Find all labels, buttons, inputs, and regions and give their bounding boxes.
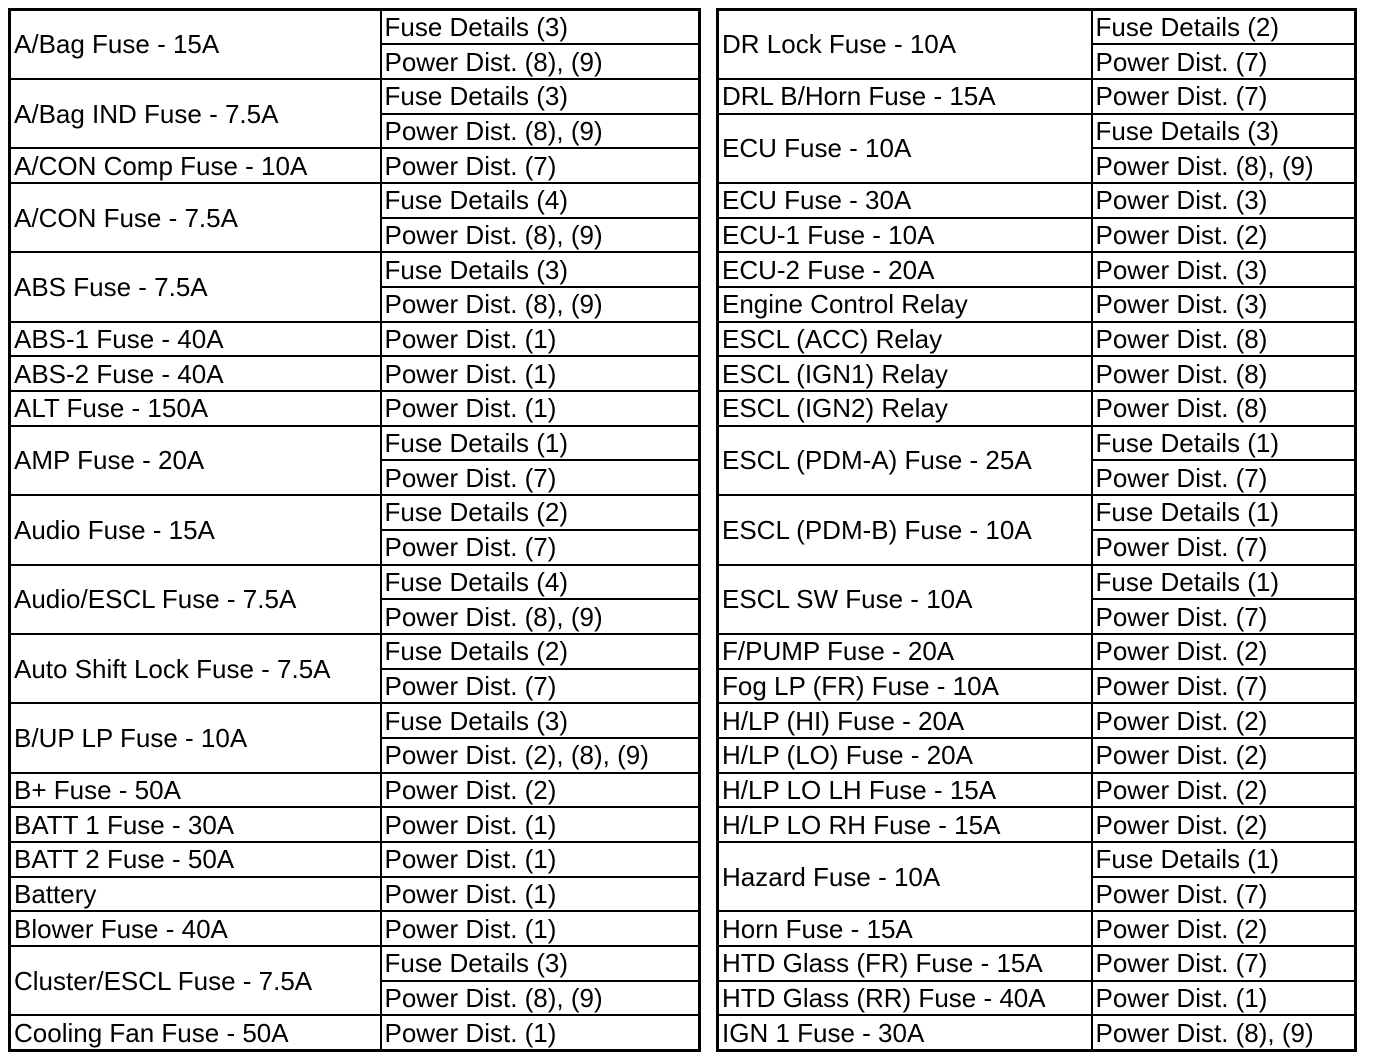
- table-row: [10, 703, 700, 738]
- reference-cell: Power Dist. (1): [381, 391, 700, 426]
- reference-cell: Power Dist. (8): [1092, 356, 1356, 391]
- reference-cell: Power Dist. (7): [1092, 460, 1356, 495]
- component-name-cell: DR Lock Fuse - 10A: [718, 10, 1092, 79]
- reference-cell: Power Dist. (8), (9): [381, 599, 700, 634]
- reference-cell: Power Dist. (7): [1092, 877, 1356, 912]
- reference-cell: Fuse Details (3): [1092, 114, 1356, 149]
- table-row: [718, 981, 1356, 1016]
- component-name-cell: IGN 1 Fuse - 30A: [718, 1015, 1092, 1050]
- reference-cell: Power Dist. (1): [381, 322, 700, 357]
- reference-cell: Power Dist. (1): [1092, 981, 1356, 1016]
- reference-cell: Fuse Details (3): [381, 946, 700, 981]
- component-name-cell: H/LP LO RH Fuse - 15A: [718, 807, 1092, 842]
- reference-cell: Power Dist. (7): [381, 530, 700, 565]
- component-name-cell: Cooling Fan Fuse - 50A: [10, 1015, 381, 1050]
- fuse-index-table-right-body: [718, 10, 1356, 1051]
- component-name-cell: Engine Control Relay: [718, 287, 1092, 322]
- component-name-cell: Horn Fuse - 15A: [718, 911, 1092, 946]
- reference-cell: Power Dist. (7): [1092, 530, 1356, 565]
- reference-cell: Power Dist. (7): [381, 669, 700, 704]
- reference-cell: Power Dist. (3): [1092, 252, 1356, 287]
- component-name-cell: Audio/ESCL Fuse - 7.5A: [10, 565, 381, 634]
- component-name-cell: ALT Fuse - 150A: [10, 391, 381, 426]
- fuse-index-table-left-body: [10, 10, 700, 1051]
- reference-cell: Fuse Details (1): [1092, 565, 1356, 600]
- reference-cell: Power Dist. (3): [1092, 287, 1356, 322]
- reference-cell: Power Dist. (7): [1092, 44, 1356, 79]
- reference-cell: Power Dist. (1): [381, 877, 700, 912]
- reference-cell: Fuse Details (2): [381, 634, 700, 669]
- component-name-cell: HTD Glass (FR) Fuse - 15A: [718, 946, 1092, 981]
- table-row: [718, 218, 1356, 253]
- reference-cell: Power Dist. (8): [1092, 322, 1356, 357]
- component-name-cell: AMP Fuse - 20A: [10, 426, 381, 495]
- table-row: [10, 391, 700, 426]
- reference-cell: Power Dist. (8): [1092, 391, 1356, 426]
- component-name-cell: A/CON Fuse - 7.5A: [10, 183, 381, 252]
- component-name-cell: ESCL (PDM-B) Fuse - 10A: [718, 495, 1092, 564]
- reference-cell: Power Dist. (1): [381, 911, 700, 946]
- component-name-cell: Hazard Fuse - 10A: [718, 842, 1092, 911]
- table-row: [718, 911, 1356, 946]
- reference-cell: Fuse Details (3): [381, 703, 700, 738]
- reference-cell: Power Dist. (8), (9): [381, 981, 700, 1016]
- reference-cell: Power Dist. (2): [1092, 738, 1356, 773]
- fuse-index-table-right: [716, 8, 1357, 1052]
- table-row: [10, 356, 700, 391]
- reference-cell: Power Dist. (8), (9): [381, 218, 700, 253]
- reference-cell: Power Dist. (3): [1092, 183, 1356, 218]
- reference-cell: Power Dist. (2): [1092, 773, 1356, 808]
- reference-cell: Power Dist. (8), (9): [1092, 148, 1356, 183]
- table-row: [718, 356, 1356, 391]
- component-name-cell: H/LP (LO) Fuse - 20A: [718, 738, 1092, 773]
- reference-cell: Power Dist. (7): [1092, 669, 1356, 704]
- component-name-cell: Cluster/ESCL Fuse - 7.5A: [10, 946, 381, 1015]
- reference-cell: Power Dist. (8), (9): [381, 114, 700, 149]
- component-name-cell: BATT 1 Fuse - 30A: [10, 807, 381, 842]
- reference-cell: Fuse Details (1): [1092, 426, 1356, 461]
- reference-cell: Power Dist. (7): [381, 460, 700, 495]
- reference-cell: Fuse Details (3): [381, 79, 700, 114]
- table-row: [10, 634, 700, 669]
- reference-cell: Fuse Details (2): [1092, 10, 1356, 45]
- component-name-cell: BATT 2 Fuse - 50A: [10, 842, 381, 877]
- reference-cell: Power Dist. (8), (9): [381, 287, 700, 322]
- table-row: [10, 322, 700, 357]
- table-row: [10, 252, 700, 287]
- table-row: [718, 495, 1356, 530]
- component-name-cell: Auto Shift Lock Fuse - 7.5A: [10, 634, 381, 703]
- table-row: [718, 114, 1356, 149]
- component-name-cell: ESCL (IGN2) Relay: [718, 391, 1092, 426]
- table-row: [10, 183, 700, 218]
- reference-cell: Fuse Details (4): [381, 565, 700, 600]
- table-row: [718, 634, 1356, 669]
- table-row: [718, 426, 1356, 461]
- component-name-cell: Blower Fuse - 40A: [10, 911, 381, 946]
- table-row: [10, 877, 700, 912]
- table-row: [718, 1015, 1356, 1050]
- table-row: [10, 946, 700, 981]
- table-row: [10, 807, 700, 842]
- table-row: [10, 79, 700, 114]
- reference-cell: Power Dist. (2): [381, 773, 700, 808]
- component-name-cell: ECU-1 Fuse - 10A: [718, 218, 1092, 253]
- table-row: [718, 252, 1356, 287]
- table-row: [718, 565, 1356, 600]
- reference-cell: Power Dist. (2): [1092, 218, 1356, 253]
- component-name-cell: A/Bag Fuse - 15A: [10, 10, 381, 79]
- reference-cell: Power Dist. (7): [1092, 599, 1356, 634]
- component-name-cell: A/CON Comp Fuse - 10A: [10, 148, 381, 183]
- reference-cell: Power Dist. (2): [1092, 703, 1356, 738]
- reference-cell: Power Dist. (2): [1092, 634, 1356, 669]
- fuse-index-table-left: [8, 8, 701, 1052]
- table-row: [718, 287, 1356, 322]
- component-name-cell: B/UP LP Fuse - 10A: [10, 703, 381, 772]
- reference-cell: Power Dist. (2), (8), (9): [381, 738, 700, 773]
- table-row: [718, 773, 1356, 808]
- component-name-cell: Fog LP (FR) Fuse - 10A: [718, 669, 1092, 704]
- reference-cell: Power Dist. (7): [1092, 946, 1356, 981]
- table-row: [718, 703, 1356, 738]
- component-name-cell: Audio Fuse - 15A: [10, 495, 381, 564]
- component-name-cell: Battery: [10, 877, 381, 912]
- table-row: [718, 807, 1356, 842]
- component-name-cell: ESCL (ACC) Relay: [718, 322, 1092, 357]
- reference-cell: Power Dist. (1): [381, 356, 700, 391]
- reference-cell: Fuse Details (3): [381, 10, 700, 45]
- reference-cell: Power Dist. (8), (9): [1092, 1015, 1356, 1050]
- table-row: [10, 911, 700, 946]
- component-name-cell: ABS-1 Fuse - 40A: [10, 322, 381, 357]
- component-name-cell: ESCL SW Fuse - 10A: [718, 565, 1092, 634]
- table-row: [10, 426, 700, 461]
- component-name-cell: ECU Fuse - 30A: [718, 183, 1092, 218]
- component-name-cell: ESCL (IGN1) Relay: [718, 356, 1092, 391]
- reference-cell: Power Dist. (1): [381, 842, 700, 877]
- component-name-cell: DRL B/Horn Fuse - 15A: [718, 79, 1092, 114]
- table-row: [718, 322, 1356, 357]
- reference-cell: Power Dist. (1): [381, 807, 700, 842]
- table-row: [718, 738, 1356, 773]
- table-row: [10, 565, 700, 600]
- reference-cell: Power Dist. (8), (9): [381, 44, 700, 79]
- component-name-cell: HTD Glass (RR) Fuse - 40A: [718, 981, 1092, 1016]
- reference-cell: Power Dist. (1): [381, 1015, 700, 1050]
- reference-cell: Fuse Details (2): [381, 495, 700, 530]
- component-name-cell: ECU-2 Fuse - 20A: [718, 252, 1092, 287]
- reference-cell: Fuse Details (1): [381, 426, 700, 461]
- reference-cell: Fuse Details (3): [381, 252, 700, 287]
- component-name-cell: A/Bag IND Fuse - 7.5A: [10, 79, 381, 148]
- component-name-cell: F/PUMP Fuse - 20A: [718, 634, 1092, 669]
- table-row: [718, 10, 1356, 45]
- reference-cell: Fuse Details (1): [1092, 842, 1356, 877]
- table-row: [10, 842, 700, 877]
- component-name-cell: ABS Fuse - 7.5A: [10, 252, 381, 321]
- table-row: [718, 391, 1356, 426]
- reference-cell: Power Dist. (7): [381, 148, 700, 183]
- table-row: [10, 1015, 700, 1050]
- table-row: [10, 10, 700, 45]
- table-row: [718, 842, 1356, 877]
- component-name-cell: H/LP LO LH Fuse - 15A: [718, 773, 1092, 808]
- reference-cell: Power Dist. (2): [1092, 807, 1356, 842]
- table-row: [718, 946, 1356, 981]
- table-row: [718, 669, 1356, 704]
- component-name-cell: ABS-2 Fuse - 40A: [10, 356, 381, 391]
- table-row: [718, 79, 1356, 114]
- component-name-cell: H/LP (HI) Fuse - 20A: [718, 703, 1092, 738]
- reference-cell: Fuse Details (4): [381, 183, 700, 218]
- component-name-cell: ECU Fuse - 10A: [718, 114, 1092, 183]
- table-row: [10, 148, 700, 183]
- table-row: [718, 183, 1356, 218]
- table-row: [10, 495, 700, 530]
- reference-cell: Power Dist. (2): [1092, 911, 1356, 946]
- reference-cell: Power Dist. (7): [1092, 79, 1356, 114]
- component-name-cell: ESCL (PDM-A) Fuse - 25A: [718, 426, 1092, 495]
- component-name-cell: B+ Fuse - 50A: [10, 773, 381, 808]
- table-row: [10, 773, 700, 808]
- reference-cell: Fuse Details (1): [1092, 495, 1356, 530]
